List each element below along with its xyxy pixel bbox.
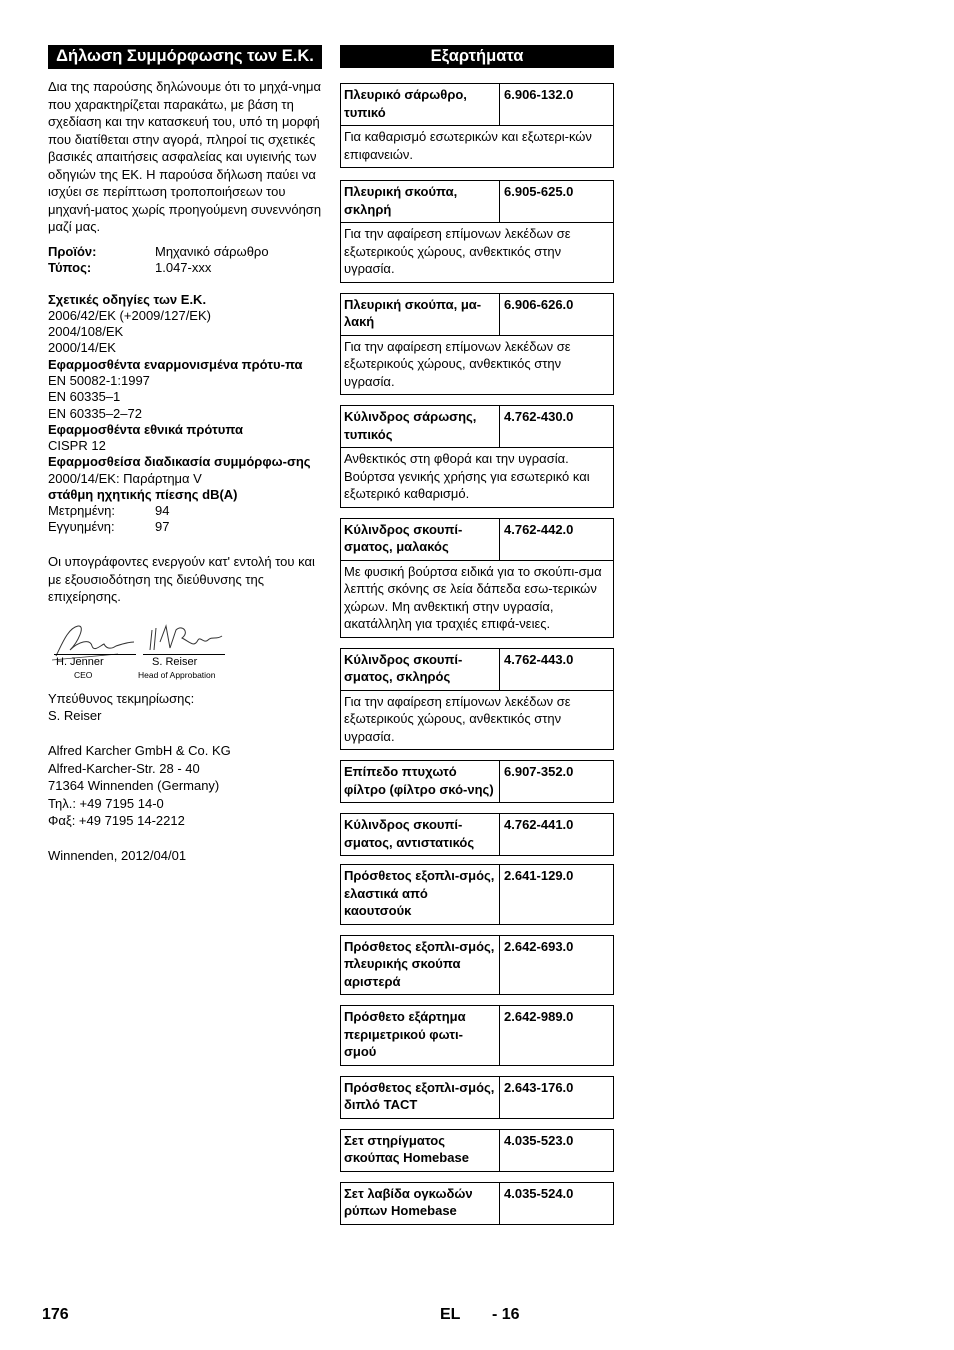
section-page: - 16 bbox=[492, 1306, 520, 1323]
parts-list bbox=[340, 83, 614, 1225]
procedure-title: Εφαρμοσθείσα διαδικασία συμμόρφω-σης bbox=[48, 454, 311, 470]
accessory-item bbox=[340, 864, 614, 925]
accessory-name: Πρόσθετος εξοπλι-σμός, πλευρικής σκούπα αριστερά bbox=[341, 936, 500, 995]
accessory-item bbox=[340, 1129, 614, 1172]
accessory-item bbox=[340, 760, 614, 803]
accessories-column bbox=[340, 45, 614, 1225]
measured-value: 94 bbox=[155, 503, 170, 519]
accessory-item bbox=[340, 1076, 614, 1119]
directive-item: 2004/108/ΕΚ bbox=[48, 324, 124, 340]
directive-item: 2006/42/ΕΚ (+2009/127/ΕΚ) bbox=[48, 307, 211, 323]
accessory-item bbox=[340, 293, 614, 396]
accessory-name: Κύλινδρος σάρωσης, τυπικός bbox=[341, 406, 500, 447]
accessory-name: Επίπεδο πτυχωτό φίλτρο (φίλτρο σκό-νης) bbox=[341, 761, 500, 802]
accessory-order-number: 4.762-442.0 bbox=[504, 521, 574, 537]
accessory-name: Πρόσθετος εξοπλι-σμός, διπλό TACT bbox=[341, 1077, 500, 1118]
accessory-order-number: 6.905-625.0 bbox=[504, 184, 574, 199]
accessories-heading: Εξαρτήματα bbox=[340, 45, 614, 68]
accessory-order-number: 4.035-524.0 bbox=[504, 1185, 574, 1201]
accessory-description: Για καθαρισμό εσωτερικών και εξωτερι-κών επιφανειών. bbox=[341, 125, 613, 167]
doc-responsible-name: S. Reiser bbox=[48, 708, 102, 724]
accessory-description: Για την αφαίρεση επίμονων λεκέδων σε εξωτερικούς χώρους, ανθεκτικός στην υγρασία. bbox=[341, 222, 613, 282]
accessory-item bbox=[340, 935, 614, 996]
product-value: Μηχανικό σάρωθρο bbox=[155, 243, 269, 259]
accessory-order-number: 6.906-132.0 bbox=[504, 87, 574, 102]
sig2-role: Head of Approbation bbox=[138, 669, 216, 680]
guaranteed-value: 97 bbox=[155, 519, 170, 535]
accessory-item bbox=[340, 180, 614, 283]
directive-item: 2000/14/ΕΚ bbox=[48, 340, 116, 356]
sig2-name: S. Reiser bbox=[152, 655, 198, 668]
accessory-name: Κύλινδρος σκουπί-σματος, μαλακός bbox=[341, 519, 500, 560]
accessory-name: Κύλινδρος σκουπί-σματος, σκληρός bbox=[341, 649, 500, 690]
accessory-order-number: 6.907-352.0 bbox=[504, 764, 574, 779]
company-address bbox=[48, 742, 322, 830]
accessory-name: Πλευρική σκούπα, μα-λακή bbox=[341, 294, 500, 335]
accessory-name: Κύλινδρος σκουπί-σματος, αντιστατικός bbox=[341, 814, 500, 855]
accessory-name: Σετ λαβίδα ογκωδών ρύπων Homebase bbox=[341, 1183, 500, 1224]
signature-block bbox=[48, 620, 322, 682]
product-label: Προϊόν: bbox=[48, 243, 97, 259]
address-line: Alfred-Karcher-Str. 28 - 40 bbox=[48, 760, 200, 776]
sig1-name: H. Jenner bbox=[56, 655, 104, 668]
sig1-role: CEO bbox=[74, 669, 93, 680]
declaration-column bbox=[48, 45, 322, 865]
accessory-order-number: 4.762-441.0 bbox=[504, 817, 574, 832]
address-line: Τηλ.: +49 7195 14-0 bbox=[48, 795, 164, 811]
accessory-order-number: 4.762-430.0 bbox=[504, 409, 574, 424]
accessory-name: Πρόσθετο εξάρτημα περιμετρικού φωτι-σμού bbox=[341, 1006, 500, 1065]
accessory-name: Πρόσθετος εξοπλι-σμός, ελαστικά από καουτσούκ bbox=[341, 865, 500, 924]
accessory-order-number: 4.035-523.0 bbox=[504, 1132, 574, 1148]
harmonized-item: EN 60335–1 bbox=[48, 389, 121, 405]
accessory-item bbox=[340, 405, 614, 508]
address-line: 71364 Winnenden (Germany) bbox=[48, 778, 220, 794]
accessory-description: Για την αφαίρεση επίμονων λεκέδων σε εξωτερικούς χώρους, ανθεκτικός στην υγρασία. bbox=[341, 690, 613, 750]
declaration-date: Winnenden, 2012/04/01 bbox=[48, 848, 187, 864]
product-info bbox=[48, 244, 322, 276]
accessory-order-number: 2.642-693.0 bbox=[504, 938, 574, 954]
accessory-item bbox=[340, 813, 614, 856]
accessory-description: Ανθεκτικός στη φθορά και την υγρασία. Βούρτσα γενικής χρήσης για εσωτερικό και εξωτερικό καθαρισμό. bbox=[341, 447, 613, 507]
declaration-intro: Δια της παρούσης δηλώνουμε ότι το μηχά-νημα που χαρακτηρίζεται παρακάτω, με βάση τη σχεδίαση και την κατασκευή του, υπό τη μορφή που διατίθεται στην αγορά, πληροί τις σχετικές βασικές απαιτήσεις ασφαλείας και υγιεινής των οδηγιών της ΕΚ. Η παρούσα δήλωση παύει να ισχύει σε περίπτωση τροποποιήσεων του μηχανή-ματος χωρίς προηγούμενη συνεννόηση μαζί μας. bbox=[48, 79, 322, 234]
accessory-order-number: 6.906-626.0 bbox=[504, 296, 574, 312]
accessory-order-number: 4.762-443.0 bbox=[504, 651, 574, 667]
accessory-order-number: 2.641-129.0 bbox=[504, 868, 574, 883]
harmonized-item: EN 60335–2–72 bbox=[48, 405, 142, 421]
accessory-item bbox=[340, 83, 614, 168]
type-value: 1.047-xxx bbox=[155, 259, 212, 275]
harmonized-item: EN 50082-1:1997 bbox=[48, 372, 150, 388]
national-item: CISPR 12 bbox=[48, 438, 106, 454]
accessory-description: Για την αφαίρεση επίμονων λεκέδων σε εξωτερικούς χώρους, ανθεκτικός στην υγρασία. bbox=[341, 335, 613, 395]
harmonized-title: Εφαρμοσθέντα εναρμονισμένα πρότυ-πα bbox=[48, 356, 303, 372]
guaranteed-label: Εγγυημένη: bbox=[48, 519, 115, 535]
accessory-order-number: 2.643-176.0 bbox=[504, 1079, 574, 1095]
noise-title: στάθμη ηχητικής πίεσης dB(A) bbox=[48, 487, 238, 503]
signature-reiser-icon bbox=[146, 622, 226, 658]
measured-label: Μετρημένη: bbox=[48, 503, 116, 519]
accessory-order-number: 2.642-989.0 bbox=[504, 1009, 574, 1024]
accessory-item bbox=[340, 518, 614, 638]
procedure-value: 2000/14/ΕΚ: Παράρτημα V bbox=[48, 470, 202, 486]
accessory-item bbox=[340, 1182, 614, 1225]
directives-title: Σχετικές οδηγίες των Ε.Κ. bbox=[48, 291, 207, 307]
type-label: Τύπος: bbox=[48, 259, 92, 275]
accessory-name: Πλευρικό σάρωθρο, τυπικό bbox=[341, 84, 500, 125]
language-code: EL bbox=[440, 1306, 461, 1323]
doc-responsible-label: Υπεύθυνος τεκμηρίωσης: bbox=[48, 690, 195, 706]
national-title: Εφαρμοσθέντα εθνικά πρότυπα bbox=[48, 421, 243, 437]
accessory-name: Σετ στηρίγματος σκούπας Homebase bbox=[341, 1130, 500, 1171]
address-line: Φαξ: +49 7195 14-2212 bbox=[48, 813, 185, 829]
accessory-name: Πλευρική σκούπα, σκληρή bbox=[341, 181, 500, 222]
accessory-item bbox=[340, 648, 614, 751]
address-line: Alfred Karcher GmbH & Co. KG bbox=[48, 743, 231, 759]
accessory-description: Με φυσική βούρτσα ειδικά για το σκούπι-σμα λεπτής σκόνης σε λεία δάπεδα εσω-τερικών χώρων. Μη ανθεκτική στην υγρασία, ακατάλληλη για τραχιές επιφά-νειες. bbox=[341, 560, 613, 637]
page-number: 176 bbox=[42, 1306, 69, 1323]
accessory-item bbox=[340, 1005, 614, 1066]
directives-section bbox=[48, 292, 322, 536]
signatories-note: Οι υπογράφοντες ενεργούν κατ' εντολή του και με εξουσιοδότηση της διεύθυνσης της επιχείρησης. bbox=[48, 554, 315, 605]
declaration-heading: Δήλωση Συμμόρφωσης των Ε.Κ. bbox=[48, 45, 322, 69]
